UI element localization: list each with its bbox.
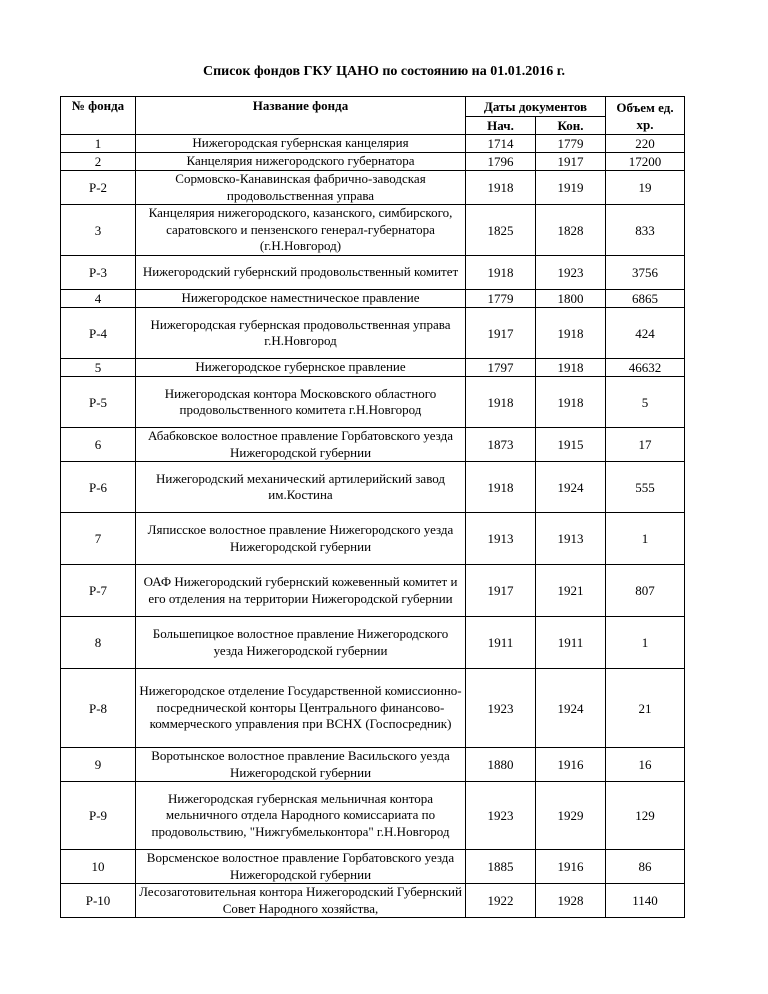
fund-name-cell: Нижегородское губернское правление [136, 359, 466, 377]
start-year-cell: 1917 [466, 308, 536, 359]
end-year-cell: 1924 [536, 669, 606, 748]
header-row [61, 97, 685, 117]
fund-name-cell: Ляписское волостное правление Нижегородского уезда Нижегородской губернии [136, 513, 466, 565]
start-year-cell: 1918 [466, 377, 536, 428]
end-year-cell: 1916 [536, 748, 606, 782]
volume-cell: 807 [606, 565, 685, 617]
volume-cell: 3756 [606, 256, 685, 290]
fund-number-cell: 3 [61, 205, 136, 256]
volume-cell: 16 [606, 748, 685, 782]
end-year-cell: 1929 [536, 782, 606, 850]
volume-cell: 555 [606, 462, 685, 513]
header-volume: Объем ед. хр. [606, 97, 685, 135]
start-year-cell: 1918 [466, 462, 536, 513]
fund-name-cell: Нижегородский губернский продовольственный комитет [136, 256, 466, 290]
volume-cell: 46632 [606, 359, 685, 377]
end-year-cell: 1915 [536, 428, 606, 462]
end-year-cell: 1916 [536, 850, 606, 884]
fund-number-cell: Р-3 [61, 256, 136, 290]
start-year-cell: 1779 [466, 290, 536, 308]
end-year-cell: 1779 [536, 135, 606, 153]
volume-cell: 17200 [606, 153, 685, 171]
volume-cell: 1 [606, 513, 685, 565]
volume-cell: 21 [606, 669, 685, 748]
start-year-cell: 1796 [466, 153, 536, 171]
end-year-cell: 1921 [536, 565, 606, 617]
end-year-cell: 1913 [536, 513, 606, 565]
table-row [61, 513, 685, 565]
header-document-dates: Даты документов [466, 97, 606, 117]
fund-number-cell: Р-2 [61, 171, 136, 205]
fund-name-cell: Сормовско-Канавинская фабрично-заводская продовольственная управа [136, 171, 466, 205]
fund-number-cell: Р-6 [61, 462, 136, 513]
fund-number-cell: 2 [61, 153, 136, 171]
fund-name-cell: Воротынское волостное правление Васильского уезда Нижегородской губернии [136, 748, 466, 782]
volume-cell: 1140 [606, 884, 685, 918]
start-year-cell: 1913 [466, 513, 536, 565]
fund-name-cell: Большепицкое волостное правление Нижегородского уезда Нижегородской губернии [136, 617, 466, 669]
start-year-cell: 1797 [466, 359, 536, 377]
fund-name-cell: Лесозаготовительная контора Нижегородский Губернский Совет Народного хозяйства, [136, 884, 466, 918]
fund-number-cell: 10 [61, 850, 136, 884]
volume-cell: 5 [606, 377, 685, 428]
table-row [61, 153, 685, 171]
fund-name-cell: Абабковское волостное правление Горбатовского уезда Нижегородской губернии [136, 428, 466, 462]
end-year-cell: 1918 [536, 359, 606, 377]
fund-number-cell: Р-9 [61, 782, 136, 850]
fund-name-cell: Нижегородский механический артилерийский завод им.Костина [136, 462, 466, 513]
fund-name-cell: Нижегородская губернская продовольственная управа г.Н.Новгород [136, 308, 466, 359]
table-row [61, 850, 685, 884]
start-year-cell: 1922 [466, 884, 536, 918]
fund-number-cell: Р-5 [61, 377, 136, 428]
fund-number-cell: 9 [61, 748, 136, 782]
table-row [61, 565, 685, 617]
volume-cell: 86 [606, 850, 685, 884]
fund-name-cell: Нижегородская контора Московского областного продовольственного комитета г.Н.Новгород [136, 377, 466, 428]
volume-cell: 1 [606, 617, 685, 669]
header-start: Нач. [466, 117, 536, 135]
end-year-cell: 1918 [536, 377, 606, 428]
fund-number-cell: Р-7 [61, 565, 136, 617]
end-year-cell: 1923 [536, 256, 606, 290]
table-row [61, 782, 685, 850]
fund-name-cell: Нижегородское наместническое правление [136, 290, 466, 308]
end-year-cell: 1919 [536, 171, 606, 205]
start-year-cell: 1923 [466, 782, 536, 850]
start-year-cell: 1918 [466, 256, 536, 290]
fund-name-cell: Канцелярия нижегородского губернатора [136, 153, 466, 171]
table-row [61, 884, 685, 918]
end-year-cell: 1800 [536, 290, 606, 308]
volume-cell: 19 [606, 171, 685, 205]
start-year-cell: 1880 [466, 748, 536, 782]
page-title: Список фондов ГКУ ЦАНО по состоянию на 01.01.2016 г. [202, 64, 566, 79]
volume-cell: 424 [606, 308, 685, 359]
fund-name-cell: Ворсменское волостное правление Горбатовского уезда Нижегородской губернии [136, 850, 466, 884]
fund-number-cell: Р-4 [61, 308, 136, 359]
volume-cell: 833 [606, 205, 685, 256]
end-year-cell: 1917 [536, 153, 606, 171]
table-row [61, 669, 685, 748]
header-fund-number: № фонда [61, 97, 136, 135]
volume-cell: 6865 [606, 290, 685, 308]
table-row [61, 462, 685, 513]
start-year-cell: 1917 [466, 565, 536, 617]
volume-cell: 129 [606, 782, 685, 850]
volume-cell: 17 [606, 428, 685, 462]
start-year-cell: 1911 [466, 617, 536, 669]
start-year-cell: 1825 [466, 205, 536, 256]
table-row [61, 135, 685, 153]
fund-number-cell: 7 [61, 513, 136, 565]
start-year-cell: 1918 [466, 171, 536, 205]
start-year-cell: 1714 [466, 135, 536, 153]
fund-number-cell: 6 [61, 428, 136, 462]
end-year-cell: 1928 [536, 884, 606, 918]
fund-number-cell: 1 [61, 135, 136, 153]
funds-table [60, 96, 685, 918]
fund-name-cell: Нижегородская губернская мельничная контора мельничного отдела Народного комиссариата по продовольствию, "Нижгубмельконтора" г.Н.Новгород [136, 782, 466, 850]
start-year-cell: 1873 [466, 428, 536, 462]
table-row [61, 205, 685, 256]
fund-name-cell: Нижегородская губернская канцелярия [136, 135, 466, 153]
table-row [61, 290, 685, 308]
end-year-cell: 1918 [536, 308, 606, 359]
header-fund-name: Название фонда [136, 97, 466, 135]
fund-number-cell: Р-10 [61, 884, 136, 918]
table-row [61, 617, 685, 669]
table-row [61, 748, 685, 782]
fund-number-cell: 5 [61, 359, 136, 377]
table-row [61, 359, 685, 377]
fund-name-cell: Канцелярия нижегородского, казанского, симбирского, саратовского и пензенского генерал-губернатора (г.Н.Новгород) [136, 205, 466, 256]
volume-cell: 220 [606, 135, 685, 153]
fund-number-cell: 8 [61, 617, 136, 669]
start-year-cell: 1885 [466, 850, 536, 884]
fund-name-cell: Нижегородское отделение Государственной комиссионно-посреднической конторы Центрального финансово-коммерческого управления при ВСНХ (Госпосредник) [136, 669, 466, 748]
end-year-cell: 1828 [536, 205, 606, 256]
header-end: Кон. [536, 117, 606, 135]
table-row [61, 428, 685, 462]
table-row [61, 171, 685, 205]
fund-number-cell: Р-8 [61, 669, 136, 748]
start-year-cell: 1923 [466, 669, 536, 748]
fund-name-cell: ОАФ Нижегородский губернский кожевенный комитет и его отделения на территории Нижегородской губернии [136, 565, 466, 617]
end-year-cell: 1911 [536, 617, 606, 669]
end-year-cell: 1924 [536, 462, 606, 513]
table-row [61, 308, 685, 359]
table-row [61, 256, 685, 290]
table-row [61, 377, 685, 428]
fund-number-cell: 4 [61, 290, 136, 308]
